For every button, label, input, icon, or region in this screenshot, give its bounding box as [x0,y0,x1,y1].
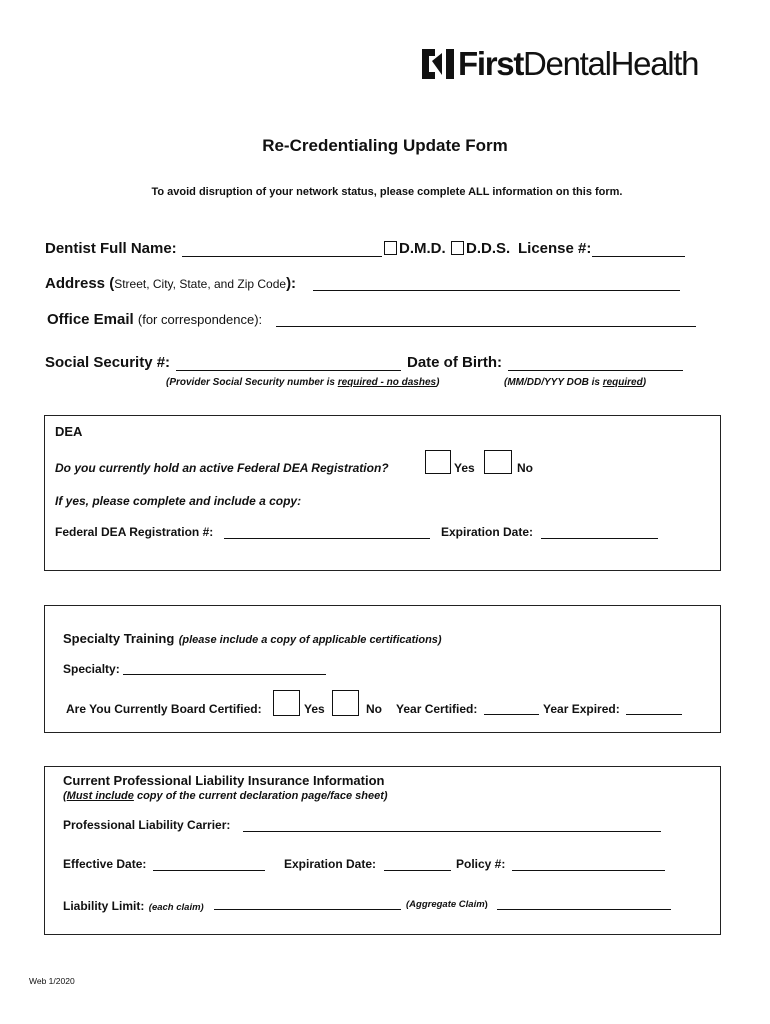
brand-rest: DentalHealth [523,45,699,82]
dob-note-a: (MM/DD/YYY DOB is [504,377,603,388]
license-label: License #: [518,240,592,257]
specialty-note: (please include a copy of applicable certifications) [178,634,442,646]
footer-version: Web 1/2020 [29,976,75,986]
dea-instruction: If yes, please complete and include a copy: [55,494,302,508]
ssn-field[interactable] [176,370,401,371]
dds-label: D.D.S. [466,240,511,257]
address-label-end: ): [286,275,297,292]
dea-reg-label: Federal DEA Registration #: [55,525,214,539]
insurance-exp-label: Expiration Date: [284,857,377,871]
first-dental-logo-icon [420,47,456,81]
board-yes-label: Yes [304,702,325,716]
insurance-note-c: copy of the current declaration page/face sheet) [133,790,388,802]
dob-field[interactable] [508,370,683,371]
policy-label: Policy #: [456,857,506,871]
year-certified-field[interactable] [484,714,539,715]
ssn-note-b: required - no dashes [337,377,437,388]
board-certified-label: Are You Currently Board Certified: [66,702,262,716]
insurance-note [63,790,388,802]
dea-yes-checkbox[interactable] [425,450,451,474]
ssn-note [166,377,439,388]
insurance-heading: Current Professional Liability Insurance Information [63,773,385,788]
page-title: Re-Credentialing Update Form [262,136,508,155]
dob-note [504,377,646,388]
aggregate-claim-label [406,899,488,910]
brand-first: First [458,45,524,82]
form-instruction: To avoid disruption of your network status, please complete ALL information on this form. [151,186,623,198]
ssn-label: Social Security #: [45,354,171,371]
specialty-heading: Specialty Training [63,631,175,646]
insurance-exp-field[interactable] [384,870,451,871]
dea-exp-label: Expiration Date: [441,525,534,539]
specialty-heading-group [63,630,442,648]
effective-date-label: Effective Date: [63,857,147,871]
board-yes-checkbox[interactable] [273,690,300,716]
aggregate-claim-b: ) [484,899,488,910]
dds-checkbox[interactable] [451,241,464,255]
year-certified-label: Year Certified: [396,702,478,716]
dentist-name-label: Dentist Full Name: [45,240,177,257]
insurance-note-a: ( [63,790,67,802]
effective-date-field[interactable] [153,870,265,871]
address-label-group [45,275,296,292]
liability-limit-group [63,897,204,915]
dea-no-checkbox[interactable] [484,450,512,474]
brand-logo [420,44,698,84]
specialty-label: Specialty: [63,662,120,676]
year-expired-field[interactable] [626,714,682,715]
each-claim-field[interactable] [214,909,401,910]
dea-question: Do you currently hold an active Federal DEA Registration? [55,461,389,475]
address-field[interactable] [313,290,680,291]
address-label: Address ( [45,275,115,292]
dob-note-b: required [602,377,643,388]
ssn-note-c: ) [436,377,440,388]
dmd-label: D.M.D. [399,240,446,257]
liability-limit-label: Liability Limit: [63,899,145,913]
year-expired-label: Year Expired: [543,702,620,716]
email-field[interactable] [276,326,696,327]
specialty-field[interactable] [123,674,326,675]
email-hint: (for correspondence): [137,312,263,327]
dmd-checkbox[interactable] [384,241,397,255]
dob-note-c: ) [642,377,647,388]
dea-heading: DEA [55,424,83,439]
dea-section [44,415,721,571]
aggregate-claim-a: (Aggregate Claim [406,899,485,910]
insurance-note-b: Must include [66,790,134,802]
dea-no-label: No [517,461,533,475]
policy-field[interactable] [512,870,665,871]
dea-exp-field[interactable] [541,538,658,539]
aggregate-claim-field[interactable] [497,909,671,910]
board-no-checkbox[interactable] [332,690,359,716]
board-no-label: No [366,702,382,716]
license-field[interactable] [592,256,685,257]
carrier-label: Professional Liability Carrier: [63,818,231,832]
dob-label: Date of Birth: [407,354,502,371]
email-label: Office Email [47,311,134,328]
dentist-name-field[interactable] [182,256,382,257]
dea-yes-label: Yes [454,461,475,475]
each-claim-label: (each claim) [148,902,204,913]
carrier-field[interactable] [243,831,661,832]
email-label-group [47,311,262,328]
ssn-note-a: (Provider Social Security number is [166,377,338,388]
dea-reg-field[interactable] [224,538,430,539]
address-hint: Street, City, State, and Zip Code [114,277,287,291]
